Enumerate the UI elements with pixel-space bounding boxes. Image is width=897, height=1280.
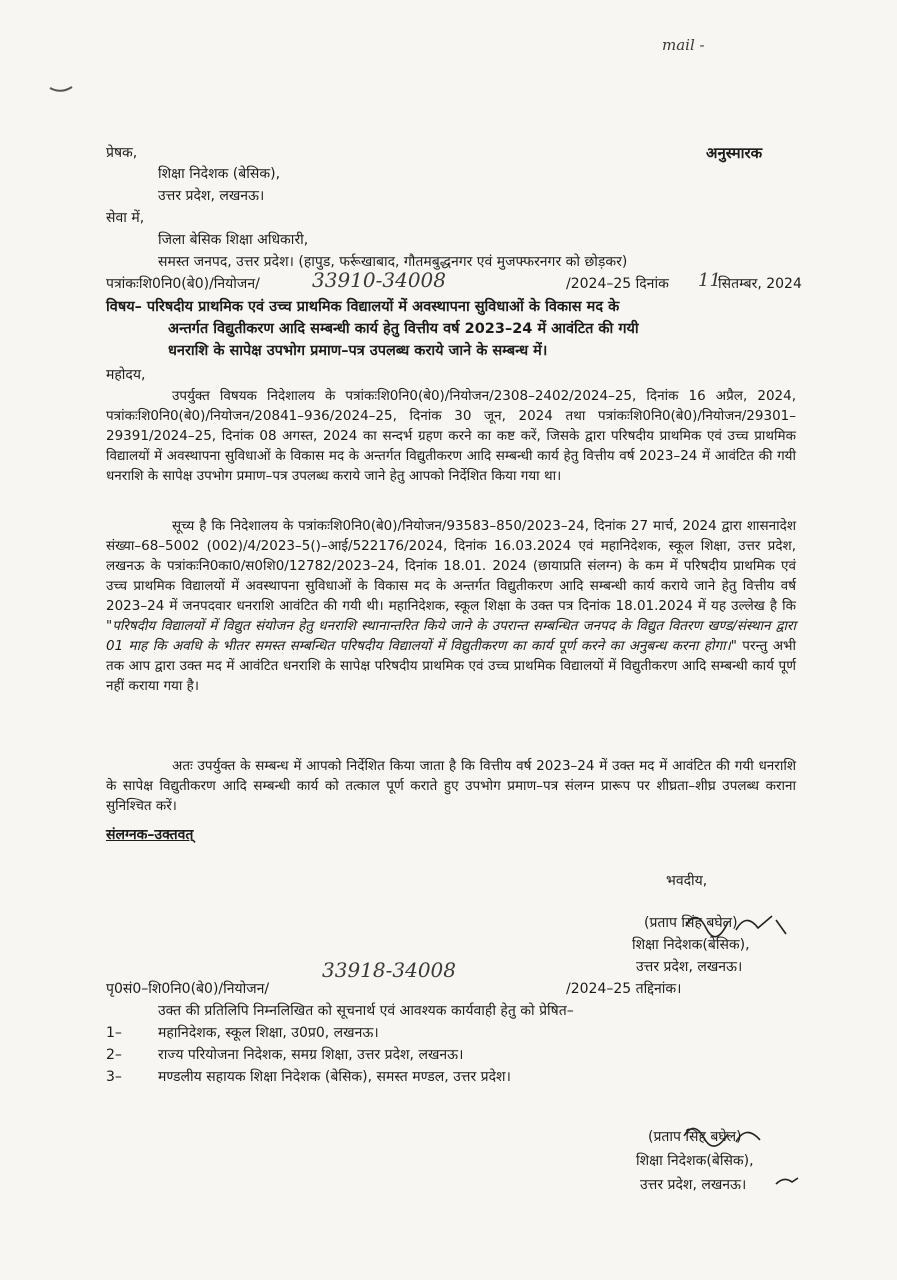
paragraph-1-text: उपर्युक्त विषयक निदेशालय के पत्रांकःशि0नि0(बे0)/नियोजन/2308–2402/2024–25, दिनांक 16 अप्रैल, 2024, पत्रांकःशि0नि0(बे0)/नियोजन/20841–936/2024–25, दिनांक 30 जून, 2024 तथा पत्रांकःशि0नि0(बे0)/नियोजन/29301–29391/2024–25, दिनांक 08 अगस्त, 2024 का सन्दर्भ ग्रहण करने का कष्ट करें, जिसके द्वारा परिषदीय प्राथमिक एवं उच्च प्राथमिक विद्यालयों में अवस्थापना सुविधाओं के विकास मद के अन्तर्गत विद्युतीकरण आदि सम्बन्धी कार्य हेतु वित्तीय वर्ष 2023–24 में आवंटित की गयी धनराशि के सापेक्ष उपभोग प्रमाण–पत्र उपलब्ध कराये जाने हेतु आपको निर्देशित किया गया था। (106, 388, 796, 484)
subject-line1: विषय– परिषदीय प्राथमिक एवं उच्च प्राथमिक विद्यालयों में अवस्थापना सुविधाओं के विकास मद के (106, 299, 620, 315)
signature1-designation: शिक्षा निदेशक(बेसिक), (632, 937, 750, 953)
copy-item-2-text: राज्य परियोजना निदेशक, समग्र शिक्षा, उत्तर प्रदेश, लखनऊ। (158, 1047, 464, 1063)
letter-ref-number: 33910-34008 (312, 268, 447, 292)
signature2-name: (प्रताप सिंह बघेल) (648, 1129, 742, 1145)
sender-label: प्रेषक, (106, 145, 138, 161)
subject-block (106, 296, 796, 362)
copy-intro: उक्त की प्रतिलिपि निम्नलिखित को सूचनार्थ एवं आवश्यक कार्यवाही हेतु को प्रेषित– (158, 1003, 574, 1019)
subject-line3: धनराशि के सापेक्ष उपभोग प्रमाण–पत्र उपलब्ध कराये जाने के सम्बन्ध में। (168, 343, 548, 359)
letter-ref-month: सितम्बर, 2024 (718, 276, 802, 292)
copy-ref-number: 33918-34008 (322, 958, 457, 982)
signature2-designation: शिक्षा निदेशक(बेसिक), (636, 1153, 754, 1169)
subject-line2: अन्तर्गत विद्युतीकरण आदि सम्बन्धी कार्य हेतु वित्तीय वर्ष 2023–24 में आवंटित की गयी (168, 321, 639, 337)
copy-ref-prefix: पृ0सं0–शि0नि0(बे0)/नियोजन/ (106, 981, 270, 997)
letter-ref-day: 11 (698, 270, 721, 291)
recipient-label: सेवा में, (106, 210, 145, 226)
letter-ref-year: /2024–25 दिनांक (566, 276, 669, 292)
signature2-place: उत्तर प्रदेश, लखनऊ। (640, 1177, 747, 1193)
paragraph-2-quote: "परिषदीय विद्यालयों में विद्युत संयोजन हेतु धनराशि स्थानान्तरित किये जाने के उपरान्त सम्बन्धित जनपद के विद्युत वितरण खण्ड/संस्थान द्वारा 01 माह कि अवधि के भीतर समस्त सम्बन्धित परिषदीय विद्यालयों में विद्युतीकरण का कार्य पूर्ण करने का अनुबन्ध करना होगा।" (106, 618, 796, 654)
closing-text: भवदीय, (666, 873, 708, 889)
signature1-scribble (676, 904, 796, 954)
copy-item-3-text: मण्डलीय सहायक शिक्षा निदेशक (बेसिक), समस्त मण्डल, उत्तर प्रदेश। (158, 1069, 511, 1085)
letter-ref-prefix: पत्रांकःशि0नि0(बे0)/नियोजन/ (106, 276, 260, 292)
paragraph-2 (106, 516, 796, 696)
signature2-scribble (672, 1118, 802, 1198)
copy-item-2-number: 2– (106, 1047, 122, 1063)
paragraph-2-text-b: परन्तु अभी तक आप द्वारा उक्त मद में आवंटित धनराशि के सापेक्ष परिषदीय प्राथमिक एवं उच्च प्राथमिक विद्यालयों में विद्युतीकरण आदि सम्बन्धी कार्य पूर्ण नहीं कराया गया है। (106, 638, 796, 694)
enclosure-label: संलग्नक–उक्तवत् (106, 827, 194, 843)
copy-ref-suffix: /2024–25 तद्दिनांक। (566, 981, 682, 997)
salutation: महोदय, (106, 367, 146, 383)
copy-item-3-number: 3– (106, 1069, 122, 1085)
signature1-name: (प्रताप सिंह बघेल) (644, 915, 738, 931)
paragraph-3-text: अतः उपर्युक्त के सम्बन्ध में आपको निर्देशित किया जाता है कि वित्तीय वर्ष 2023–24 में उक्त मद में आवंटित की गयी धनराशि के सापेक्ष विद्युतीकरण आदि सम्बन्धी कार्य को तत्काल पूर्ण कराते हुए उपभोग प्रमाण–पत्र संलग्न प्रारूप पर शीघ्रता–शीघ्र उपलब्ध कराना सुनिश्चित करें। (106, 758, 796, 814)
scan-mark (48, 84, 74, 94)
reminder-label: अनुस्मारक (706, 144, 763, 162)
sender-line1: शिक्षा निदेशक (बेसिक), (158, 166, 281, 182)
copy-item-1-text: महानिदेशक, स्कूल शिक्षा, उ0प्र0, लखनऊ। (158, 1025, 379, 1041)
signature1-place: उत्तर प्रदेश, लखनऊ। (636, 959, 743, 975)
handwritten-top-note: mail - (662, 36, 705, 54)
paragraph-2-text-a: सूच्य है कि निदेशालय के पत्रांकःशि0नि0(बे0)/नियोजन/93583–850/2023–24, दिनांक 27 मार्च, 2024 द्वारा शासनादेश संख्या–68–5002 (002)/4/2023–5()–आई/522176/2024, दिनांक 16.03.2024 एवं महानिदेशक, स्कूल शिक्षा, उत्तर प्रदेश, लखनऊ के पत्रांकःनि0का0/स0शि0/12782/2023–24, दिनांक 18.01. 2024 (छायाप्रति संलग्न) के कम में परिषदीय प्राथमिक एवं उच्च प्राथमिक विद्यालयों में अवस्थापना सुविधाओं के विकास मद के अन्तर्गत विद्युतीकरण आदि सम्बन्धी कार्य कराये जाने हेतु वित्तीय वर्ष 2023–24 में जनपदवार धनराशि आवंटित की गयी थी। महानिदेशक, स्कूल शिक्षा के उक्त पत्र दिनांक 18.01.2024 में यह उल्लेख है कि (106, 518, 796, 614)
sender-line2: उत्तर प्रदेश, लखनऊ। (158, 188, 265, 204)
paragraph-3 (106, 756, 796, 816)
recipient-line2: समस्त जनपद, उत्तर प्रदेश। (हापुड, फर्रूखाबाद, गौतमबुद्धनगर एवं मुजफ्फरनगर को छोड़कर) (158, 254, 628, 270)
recipient-line1: जिला बेसिक शिक्षा अधिकारी, (158, 232, 309, 248)
copy-item-1-number: 1– (106, 1025, 122, 1041)
paragraph-1 (106, 386, 796, 486)
